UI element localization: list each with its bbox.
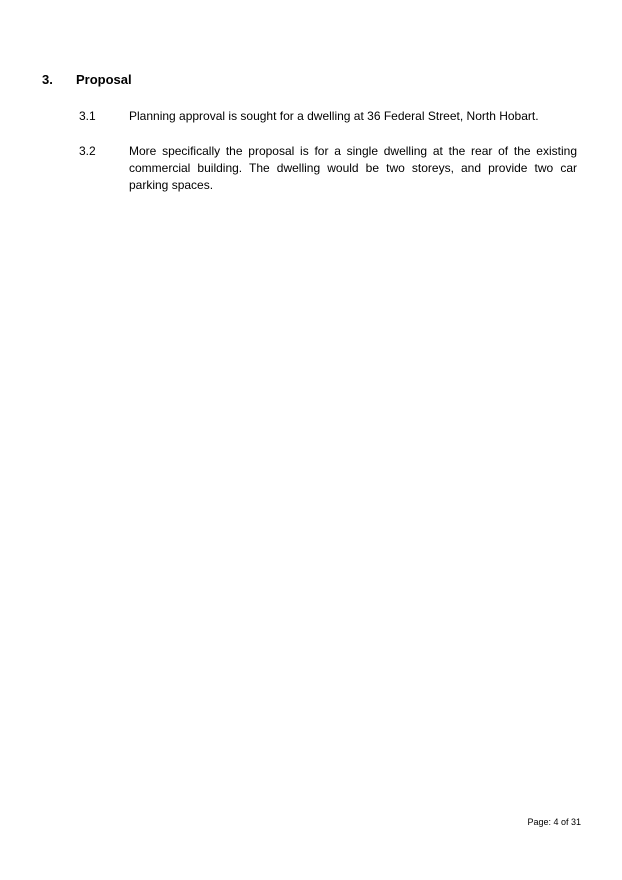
section-number: 3. bbox=[42, 72, 53, 87]
paragraph-text: Planning approval is sought for a dwelling at 36 Federal Street, North Hobart. bbox=[129, 109, 539, 123]
paragraph-number: 3.1 bbox=[79, 109, 96, 123]
paragraph-text: More specifically the proposal is for a single dwelling at the rear of the existing commercial building. The dwelling would be two storeys, and provide two car parking spaces. bbox=[129, 144, 577, 192]
section-title: Proposal bbox=[76, 72, 132, 87]
paragraph-number: 3.2 bbox=[79, 144, 96, 158]
page-number-footer: Page: 4 of 31 bbox=[527, 817, 581, 827]
